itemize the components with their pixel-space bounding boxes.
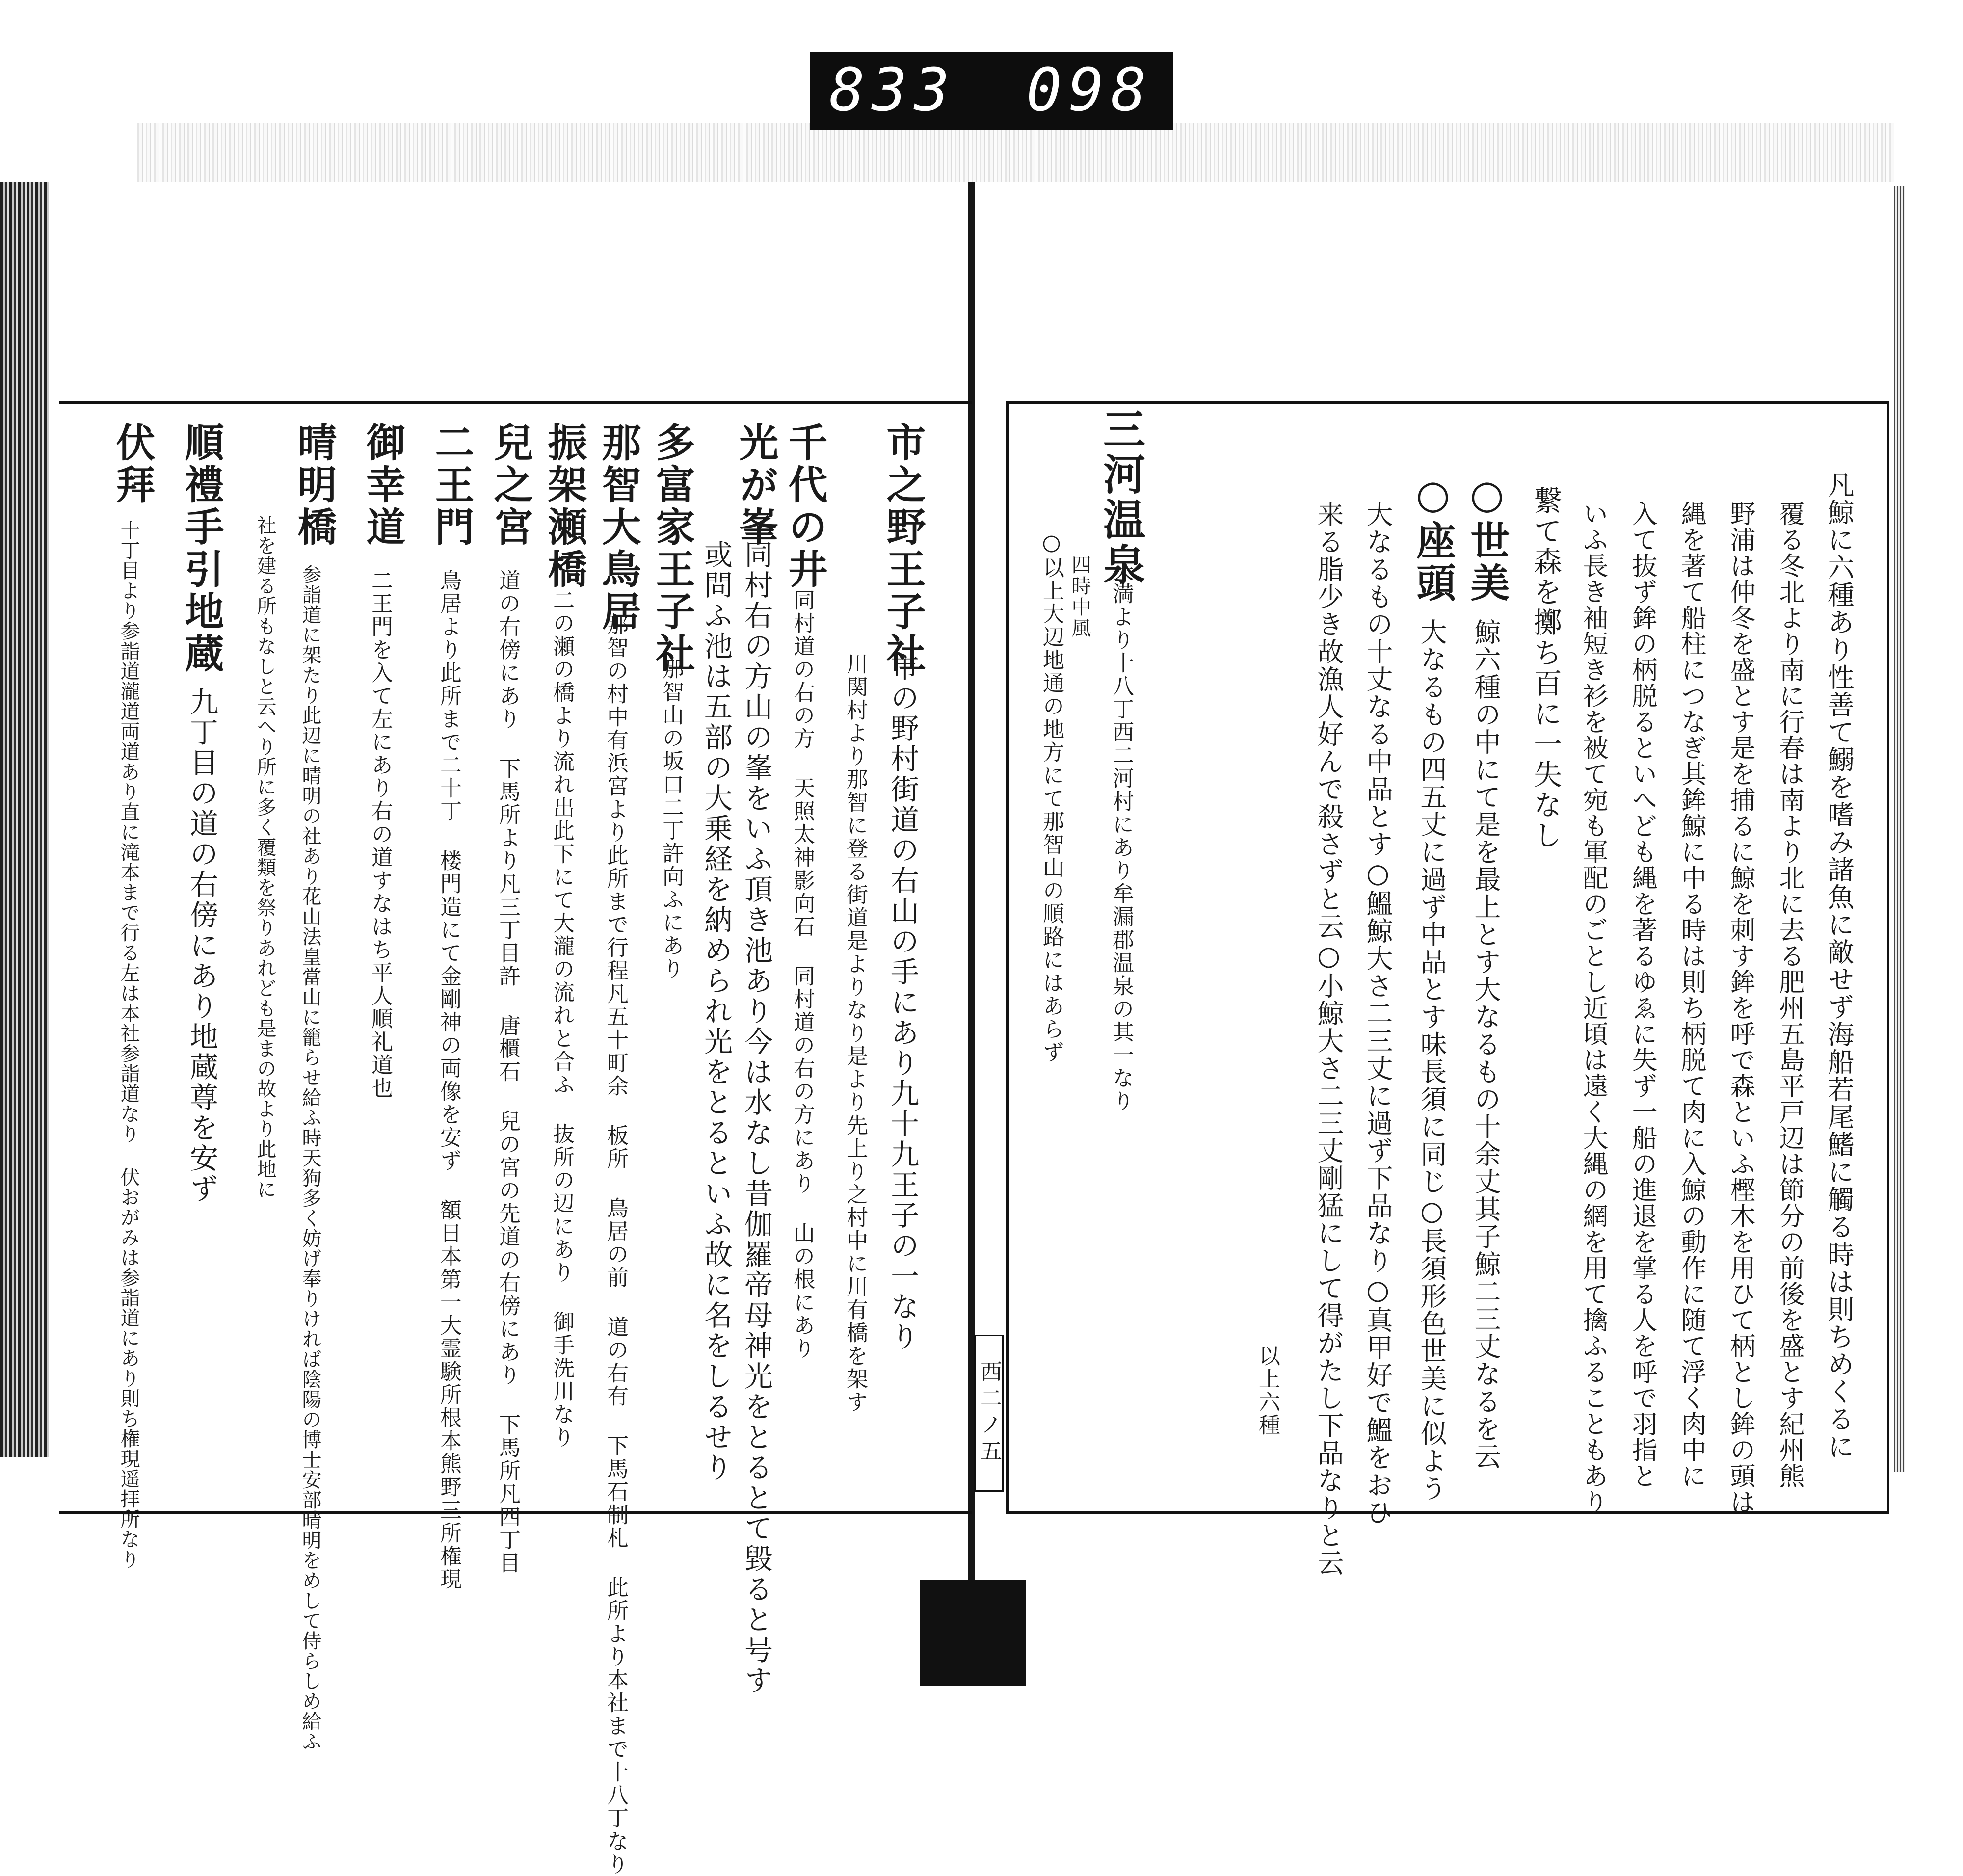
left-col-5-text: 那智山の坂口二丁許向ふにあり (659, 658, 684, 980)
right-col-10-text: 来る脂少き故漁人好んで殺さずと云○小鯨大さ二三丈剛猛にして得がたし下品なりと云 (1313, 501, 1344, 1577)
archive-number-left: 833 (829, 56, 956, 125)
right-bottom-rule (1006, 1511, 1889, 1514)
archive-number-label (810, 52, 1173, 130)
left-col-8-heading: 兒之宮 (487, 422, 533, 549)
right-col-0-text: 凡鯨に六種あり性善て鰯を嗜み諸魚に敵せず海船若尾鰭に觸る時は則ちめくるに (1824, 471, 1855, 1460)
left-col-14-text: 十丁目より参詣道瀧道両道あり直に滝本まで行る左は本社参詣道なり 伏おがみは参詣道にあり則ち権現遥拝所なり (117, 520, 140, 1569)
right-col-12-heading: 三河温泉 (1096, 407, 1145, 588)
left-col-2-heading: 千代の井 (782, 422, 828, 591)
right-col-9-text: 大なるもの十丈なる中品とす○鰮鯨大さ二三丈に過ず下品なり○真甲好で鰮をおひ (1362, 501, 1393, 1526)
left-col-6-heading: 那智大鳥居 (595, 422, 641, 633)
right-col-4-text: 入て抜ず鉾の柄脱るといへども縄を著るゆゑに失ず一船の進退を掌る人を呼で羽指と (1627, 501, 1657, 1489)
left-col-1-text: 川関村より那智に登る街道是よりなり是より先上り之村中に川有橋を架す (843, 653, 868, 1414)
left-col-14-heading: 伏拜 (109, 422, 156, 506)
right-col-14-text: ○以上大辺地通の地方にて那智山の順路にはあらず (1039, 530, 1064, 1064)
left-col-3-heading: 光が峯 (733, 422, 779, 549)
scan-noise (137, 123, 1894, 186)
left-col-4-text: 或問ふ池は五部の大乗経を納められ光をとるといふ故に名をしるせり (699, 540, 733, 1483)
left-col-7-text: 二の瀬の橋より流れ出此下にて大瀧の流れと合ふ 抜所の辺にあり 御手洗川なり (549, 589, 574, 1449)
book-spine-edge (0, 182, 54, 1457)
left-col-9-heading: 二王門 (428, 422, 475, 549)
left-col-10-text: 二王門を入て左にあり右の道すなはち平人順礼道也 (368, 569, 393, 1100)
right-col-8-text: 大なるもの四五丈に過ず中品とす味長須に同じ○長須形色世美に似よう (1416, 618, 1447, 1502)
archive-number-right: 098 (1026, 56, 1153, 125)
right-col-5-text: いふ長き袖短き衫を被て宛も軍配のごとし近頃は遠く大縄の網を用て擒ふることもあり (1578, 501, 1608, 1515)
folio-mark: 西二ノ五 (974, 1335, 1004, 1492)
left-col-0-heading: 市之野王子社 (880, 422, 926, 675)
right-inner-rule (1006, 401, 1009, 1514)
left-col-13-text: 九丁目の道の右傍にあり地蔵尊を安ず (185, 687, 218, 1204)
left-col-11-heading: 晴明橋 (291, 422, 337, 549)
left-col-9-text: 鳥居より此所まで二十丁 楼門造にて金剛神の両像を安ず 額日本第一大霊験所根本熊野三所権現 (436, 569, 461, 1591)
right-col-3-text: 縄を著て船柱につなぎ其鉾鯨に中る時は則ち柄脱て肉に入鯨の動作に随て浮く肉中に (1676, 501, 1706, 1489)
left-col-7-heading: 振架瀬橋 (541, 422, 587, 591)
right-top-rule (1006, 401, 1889, 404)
right-col-13-text: 四時中風 (1068, 555, 1091, 639)
left-col-5-heading: 多富家王子社 (649, 422, 695, 675)
right-page-edge (1894, 186, 1905, 1472)
gutter-shadow (920, 1580, 1026, 1686)
book-gutter (968, 182, 975, 1686)
left-col-8-text: 道の右傍にあり 下馬所より凡三丁目許 唐櫃石 兒の宮の先道の右傍にあり 下馬所凡四丁目 (495, 569, 520, 1575)
left-col-11-text: 参詣道に架たり此辺に晴明の社あり花山法皇當山に籠らせ給ふ時天狗多く妨げ奉りければ陰陽の博士安部晴明をめして侍らしめ給ふ (299, 564, 321, 1751)
right-col-1-text: 覆る冬北より南に行春は南より北に去る肥州五島平戸辺は節分の前後を盛とす紀州熊 (1775, 501, 1804, 1489)
right-col-6-text: 繋て森を擲ち百に一失なし (1529, 486, 1562, 851)
left-col-3-text: 同村右の方山の峯をいふ頂き池あり今は水なし昔伽羅帝母神光をとるとて毀ると号す (740, 540, 773, 1696)
left-col-0-text: 市の野村街道の右山の手にあり九十九王子の一なり (886, 653, 919, 1352)
right-col-7-heading: ○世美 (1464, 471, 1510, 605)
right-col-11-text: 以上六種 (1255, 1345, 1280, 1437)
right-col-8-heading: ○座頭 (1410, 471, 1456, 605)
left-col-2-text: 同村道の右の方 天照太神影向石 同村道の右の方にあり 山の根にあり (790, 589, 815, 1360)
left-col-6-text: 那智の村中有浜宮より此所まで行程凡五十町余 板所 鳥居の前 道の右有 下馬石制札 此所より本社まで十八丁なり (603, 613, 628, 1876)
right-outer-rule (1887, 401, 1889, 1514)
left-col-10-heading: 御幸道 (360, 422, 406, 549)
left-top-rule (59, 401, 972, 404)
left-col-13-heading: 順禮手引地蔵 (178, 422, 224, 675)
right-col-12-text: 天満より十八丁西二河村にあり牟漏郡温泉の其一なり (1109, 559, 1134, 1113)
right-col-2-text: 野浦は仲冬を盛とす是を捕るに鯨を刺す鉾を呼で森といふ樫木を用ひて柄とし鉾の頭は (1725, 501, 1755, 1515)
right-col-7-text: 鯨六種の中にて是を最上とす大なるもの十余丈其子鯨二三丈なるを云 (1470, 618, 1501, 1470)
left-col-12-text: 社を建る所もなしと云へり所に多く覆類を祭りあれども是まの故より此地に (254, 515, 276, 1199)
